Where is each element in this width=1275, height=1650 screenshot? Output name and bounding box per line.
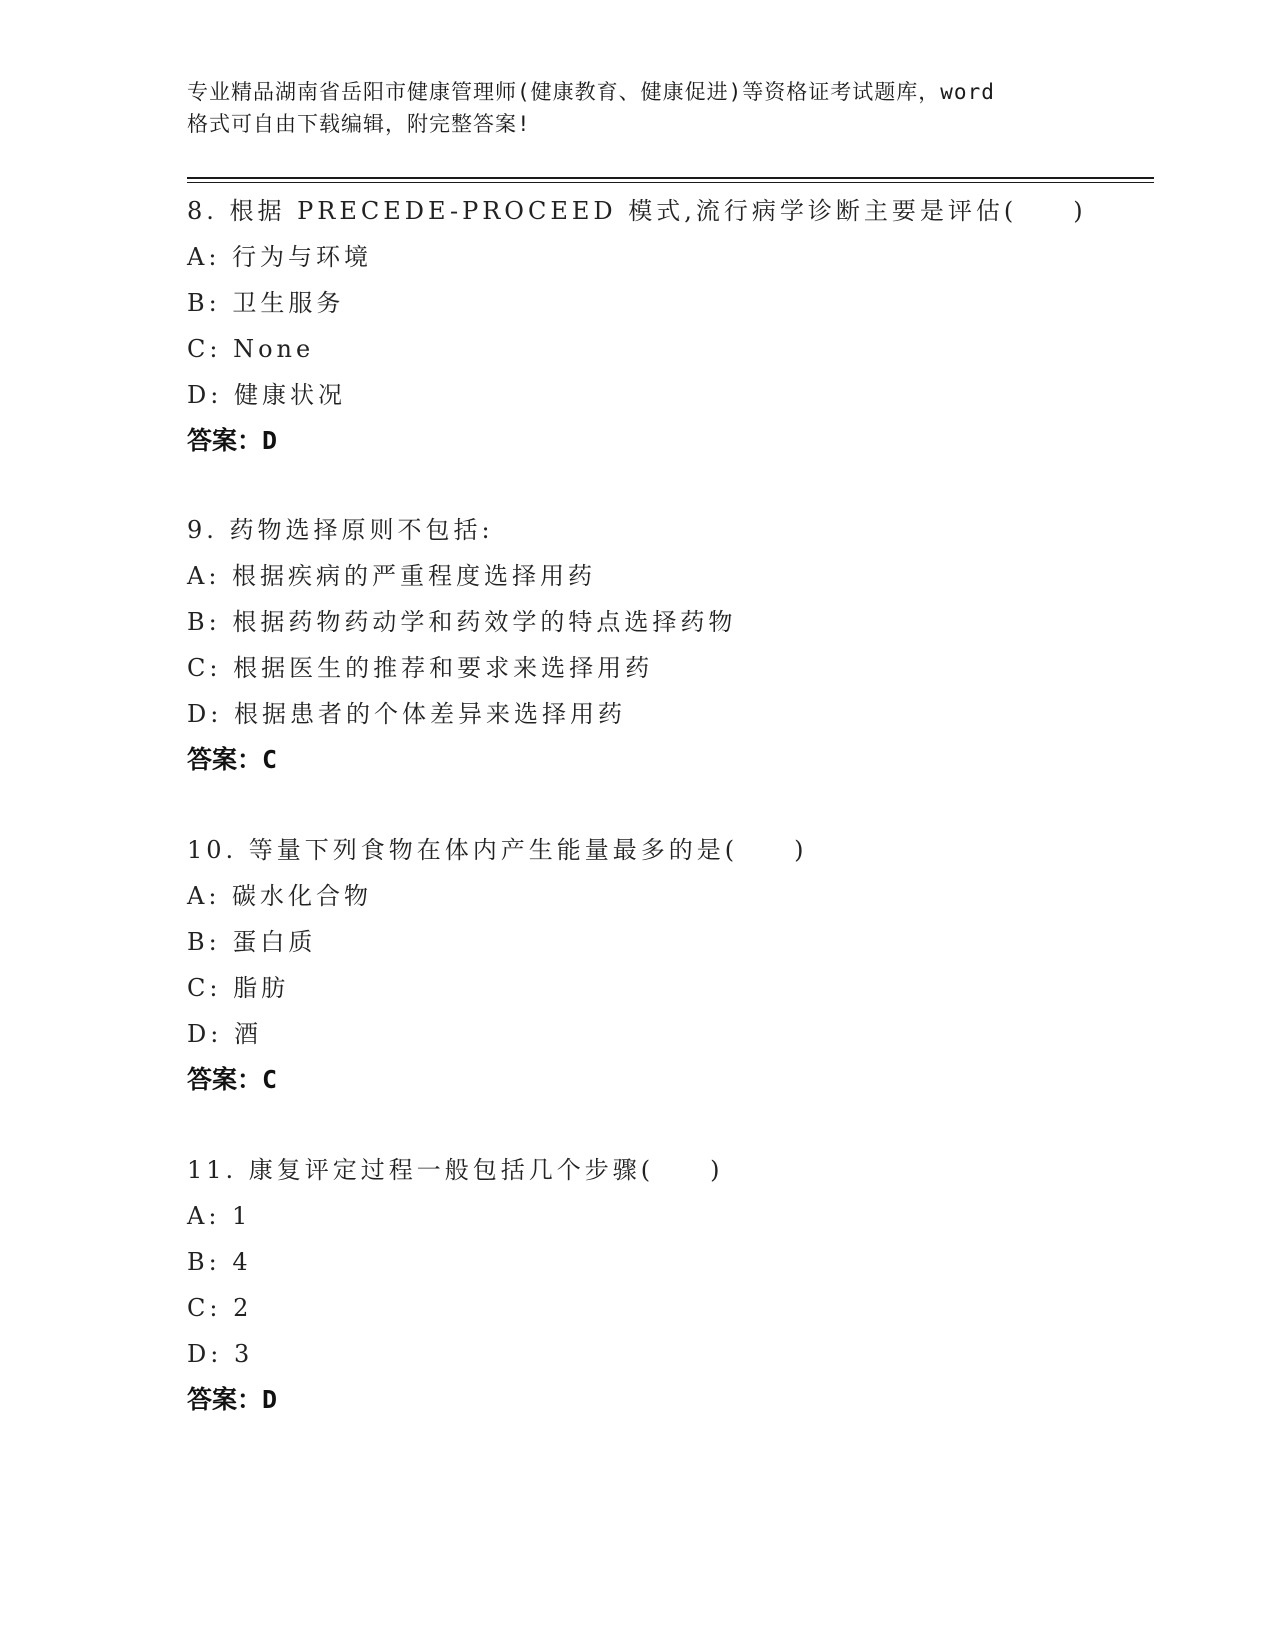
option-a: A: 根据疾病的严重程度选择用药 xyxy=(187,562,597,590)
answer: 答案：D xyxy=(187,1385,278,1414)
question-10 xyxy=(187,827,1147,1103)
option-d: D: 酒 xyxy=(187,1020,262,1048)
document-header xyxy=(187,76,1087,140)
option-b: B: 蛋白质 xyxy=(187,928,317,956)
question-title: 9. 药物选择原则不包括: xyxy=(187,516,494,544)
option-a: A: 碳水化合物 xyxy=(187,882,373,910)
header-divider-thin xyxy=(187,182,1154,183)
question-9 xyxy=(187,507,1147,783)
header-line-1: 专业精品湖南省岳阳市健康管理师(健康教育、健康促进)等资格证考试题库，word xyxy=(187,80,995,104)
option-c: C: 根据医生的推荐和要求来选择用药 xyxy=(187,654,654,682)
question-title: 10. 等量下列食物在体内产生能量最多的是( ) xyxy=(187,836,808,864)
option-b: B: 4 xyxy=(187,1248,252,1276)
option-b: B: 根据药物药动学和药效学的特点选择药物 xyxy=(187,608,737,636)
question-11 xyxy=(187,1147,1147,1423)
header-line-2: 格式可自由下载编辑，附完整答案! xyxy=(187,112,531,136)
option-d: D: 健康状况 xyxy=(187,381,346,409)
option-c: C: 2 xyxy=(187,1294,253,1322)
header-divider-thick xyxy=(187,177,1154,179)
question-8 xyxy=(187,188,1147,464)
option-a: A: 1 xyxy=(187,1202,252,1230)
option-c: C: 脂肪 xyxy=(187,974,290,1002)
option-c: C: None xyxy=(187,335,315,363)
question-title: 11. 康复评定过程一般包括几个步骤( ) xyxy=(187,1156,724,1184)
answer: 答案：C xyxy=(187,745,278,774)
option-a: A: 行为与环境 xyxy=(187,243,373,271)
option-b: B: 卫生服务 xyxy=(187,289,345,317)
answer: 答案：D xyxy=(187,426,278,455)
option-d: D: 根据患者的个体差异来选择用药 xyxy=(187,700,626,728)
question-title: 8. 根据 PRECEDE-PROCEED 模式,流行病学诊断主要是评估( ) xyxy=(187,197,1087,225)
option-d: D: 3 xyxy=(187,1340,254,1368)
answer: 答案：C xyxy=(187,1065,278,1094)
